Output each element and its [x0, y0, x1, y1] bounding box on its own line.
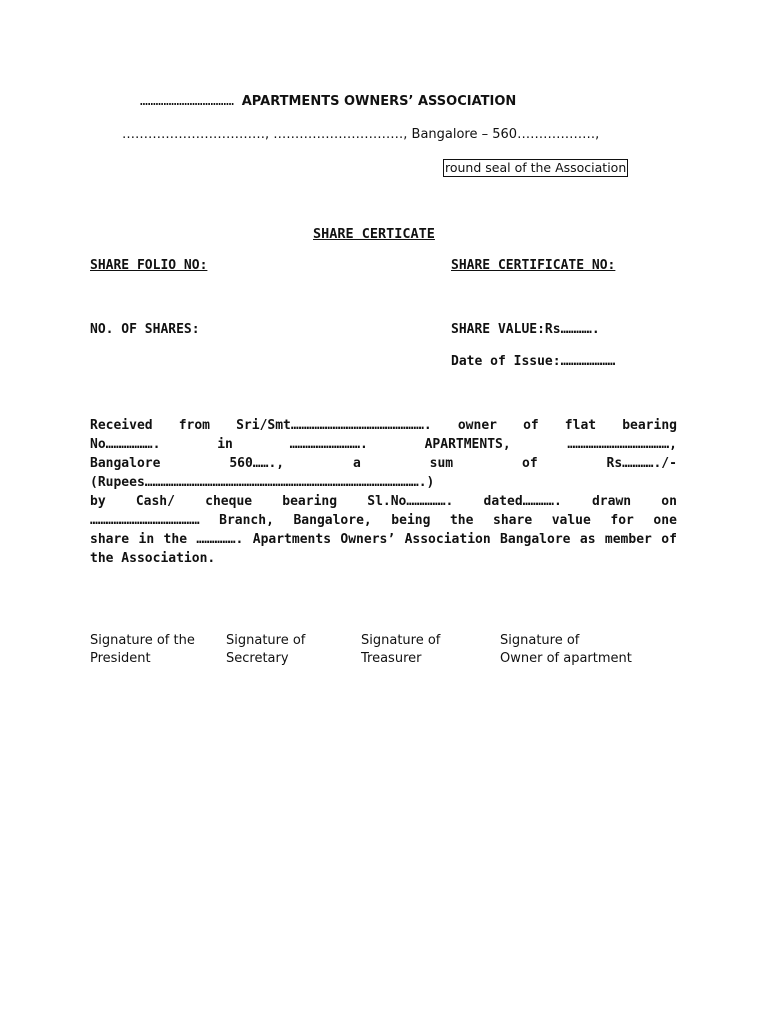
- word: Apartments: [252, 532, 332, 547]
- word: by: [90, 494, 106, 509]
- word: flat: [564, 418, 597, 433]
- signature-label: Signature of: [226, 633, 306, 648]
- association-title: APARTMENTS OWNERS’ ASSOCIATION: [241, 94, 517, 109]
- word: Branch,: [219, 513, 274, 528]
- word: Bangalore: [500, 532, 571, 547]
- word: …………….: [196, 532, 244, 547]
- receipt-paragraph: [90, 416, 677, 568]
- signature-label: Signature of: [500, 633, 580, 648]
- word: Rs…………./-: [606, 456, 677, 471]
- paragraph-line-3: [90, 454, 677, 473]
- signature-treasurer: [361, 632, 511, 668]
- word: share: [90, 532, 130, 547]
- word: as: [579, 532, 596, 547]
- word: Bangalore,: [293, 513, 372, 528]
- share-folio-label: SHARE FOLIO NO:: [90, 258, 208, 273]
- word: of: [522, 456, 538, 471]
- association-header: [140, 94, 516, 109]
- paragraph-line-4: [90, 473, 677, 492]
- paragraph-line-6: [90, 511, 677, 530]
- word: sum: [429, 456, 454, 471]
- word: the Association.: [90, 551, 216, 566]
- paragraph-line-1: [90, 416, 677, 435]
- word: Owners’: [340, 532, 396, 547]
- word: Received: [90, 418, 153, 433]
- word: bearing: [282, 494, 338, 509]
- word: share: [493, 513, 533, 528]
- word: a: [352, 456, 361, 471]
- word: APARTMENTS,: [424, 437, 511, 452]
- signature-label: Signature of: [361, 633, 441, 648]
- signature-role: Owner of apartment: [500, 651, 632, 666]
- word: being: [391, 513, 431, 528]
- word: bearing: [622, 418, 677, 433]
- association-name-blank: ………………………………: [140, 94, 234, 109]
- word: on: [661, 494, 677, 509]
- word: one: [653, 513, 677, 528]
- certificate-title: SHARE CERTICATE: [313, 226, 435, 242]
- paragraph-line-2: [90, 435, 677, 454]
- word: Association: [404, 532, 491, 547]
- address-line: ……………………………, …………………………, Bangalore – 560………………,: [122, 127, 600, 142]
- word: Sl.No…………….: [367, 494, 454, 509]
- word: Bangalore: [90, 456, 161, 471]
- paragraph-line-8: [90, 549, 677, 568]
- seal-box: round seal of the Association: [445, 160, 627, 175]
- word: the: [163, 532, 188, 547]
- word: ……………………….: [289, 437, 368, 452]
- paragraph-line-7: [90, 530, 677, 549]
- signature-role: President: [90, 651, 151, 666]
- word: value: [551, 513, 591, 528]
- word: owner: [457, 418, 497, 433]
- word: the: [449, 513, 474, 528]
- word: ……………………………………: [90, 513, 200, 528]
- word: Cash/: [135, 494, 175, 509]
- signature-secretary: [226, 632, 376, 668]
- word: drawn: [591, 494, 632, 509]
- word: 560…….,: [229, 456, 285, 471]
- signature-role: Treasurer: [361, 651, 422, 666]
- word: of: [661, 532, 677, 547]
- word: …………………………………,: [567, 437, 677, 452]
- word: for: [610, 513, 634, 528]
- word: in: [138, 532, 155, 547]
- paragraph-line-5: [90, 492, 677, 511]
- signature-role: Secretary: [226, 651, 289, 666]
- signature-label: Signature of the: [90, 633, 195, 648]
- rupees-in-words-blank: (Rupees…………………………………………………………………………………………….): [90, 475, 435, 490]
- word: in: [217, 437, 233, 452]
- no-of-shares-label: NO. OF SHARES:: [90, 322, 200, 337]
- share-value-label: SHARE VALUE:Rs………….: [451, 322, 600, 337]
- signature-owner: [500, 632, 670, 668]
- word: dated………….: [483, 494, 562, 509]
- word: cheque: [205, 494, 253, 509]
- word: No……………….: [90, 437, 161, 452]
- date-of-issue-label: Date of Issue:…………………: [451, 354, 616, 369]
- word: member: [604, 532, 652, 547]
- word: Sri/Smt…………………………………………….: [236, 418, 432, 433]
- word: of: [523, 418, 539, 433]
- word: from: [178, 418, 211, 433]
- signature-president: [90, 632, 240, 668]
- share-certificate-label: SHARE CERTIFICATE NO:: [451, 258, 616, 273]
